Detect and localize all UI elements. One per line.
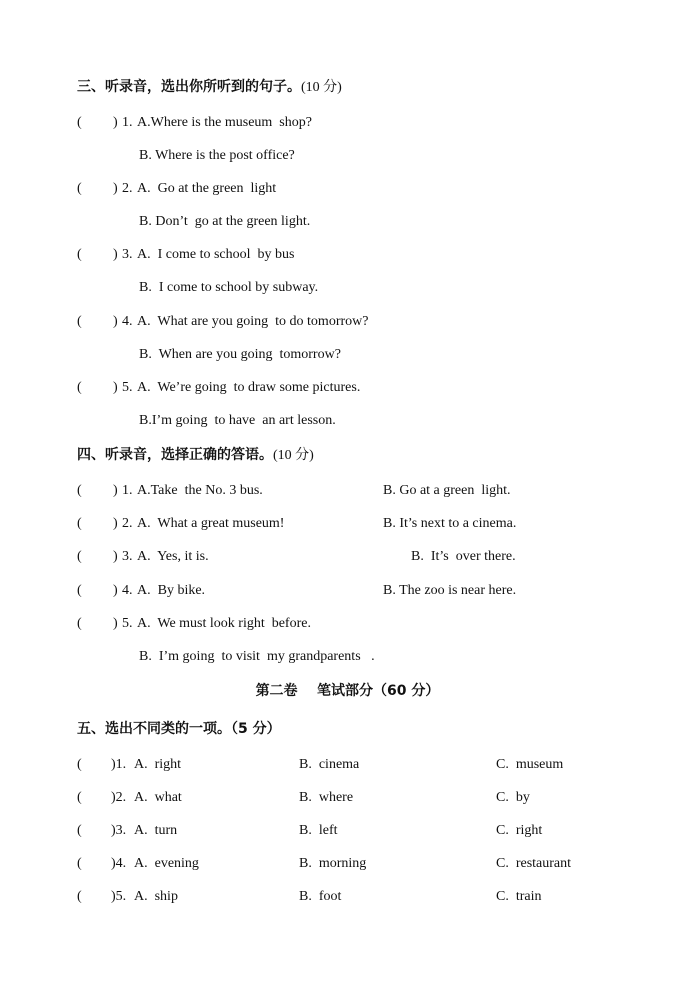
option-b: B. When are you going tomorrow? [139,347,341,362]
question-number: 5. [122,380,133,395]
option-b: B. Don’t go at the green light. [139,214,311,229]
option-a: A. I come to school by bus [137,247,295,262]
option-a: A. evening [134,856,199,871]
option-a: A.Where is the museum shop? [137,115,312,130]
answer-blank[interactable]: ( [77,823,82,838]
section-5-title: 五、选出不同类的一项。 [77,721,231,737]
section-5-score: （5 分） [231,721,281,737]
question-number: 2. [122,516,133,531]
option-b: B. left [299,823,338,838]
option-b: B. It’s over there. [411,549,516,564]
option-a: A. Yes, it is. [137,549,209,564]
question-number: )1. [111,757,127,772]
section-3-title: 三、听录音，选出你所听到的句子。 [77,79,301,95]
question-number: 1. [122,115,133,130]
section-4-heading [77,446,314,465]
section-3-heading [77,78,342,97]
question-number: )2. [111,790,127,805]
question-number: )3. [111,823,127,838]
option-a: A. Go at the green light [137,181,277,196]
option-a: A. right [134,757,182,772]
section-4-score: (10 分) [273,448,314,463]
question-number: )4. [111,856,127,871]
section-3-score: (10 分) [301,80,342,95]
option-b: B. foot [299,889,342,904]
section-5-heading [77,720,281,738]
option-a: A. turn [134,823,178,838]
option-a: A. We must look right before. [137,616,311,631]
question-number: 4. [122,583,133,598]
option-a: A. what [134,790,182,805]
question-number: 1. [122,483,133,498]
answer-blank[interactable]: ( [77,856,82,871]
option-a: A. We’re going to draw some pictures. [137,380,361,395]
option-b: B. where [299,790,354,805]
option-b: B. Where is the post office? [139,148,295,163]
option-b: B. Go at a green light. [383,483,511,498]
option-b: B. I’m going to visit my grandparents . [139,649,375,664]
section-4-title: 四、听录音，选择正确的答语。 [77,447,273,463]
option-c: C. right [496,823,543,838]
option-b: B. The zoo is near here. [383,583,517,598]
option-b: B. cinema [299,757,360,772]
question-number: )5. [111,889,127,904]
option-a: A. By bike. [137,583,206,598]
question-number: 4. [122,314,133,329]
option-c: C. by [496,790,530,805]
part-2-heading: 第二卷 笔试部分（60 分） [255,683,440,699]
option-b: B. morning [299,856,367,871]
option-b: B. It’s next to a cinema. [383,516,517,531]
option-a: A. ship [134,889,178,904]
option-b: B. I come to school by subway. [139,280,319,295]
answer-blank[interactable]: ( [77,889,82,904]
question-number: 3. [122,247,133,262]
answer-blank[interactable]: ( [77,790,82,805]
question-number: 5. [122,616,133,631]
option-a: A. What a great museum! [137,516,285,531]
option-b: B.I’m going to have an art lesson. [139,413,336,428]
option-a: A.Take the No. 3 bus. [137,483,263,498]
answer-blank[interactable]: ( [77,757,82,772]
option-c: C. train [496,889,542,904]
option-c: C. museum [496,757,564,772]
option-a: A. What are you going to do tomorrow? [137,314,369,329]
question-number: 2. [122,181,133,196]
question-number: 3. [122,549,133,564]
option-c: C. restaurant [496,856,572,871]
